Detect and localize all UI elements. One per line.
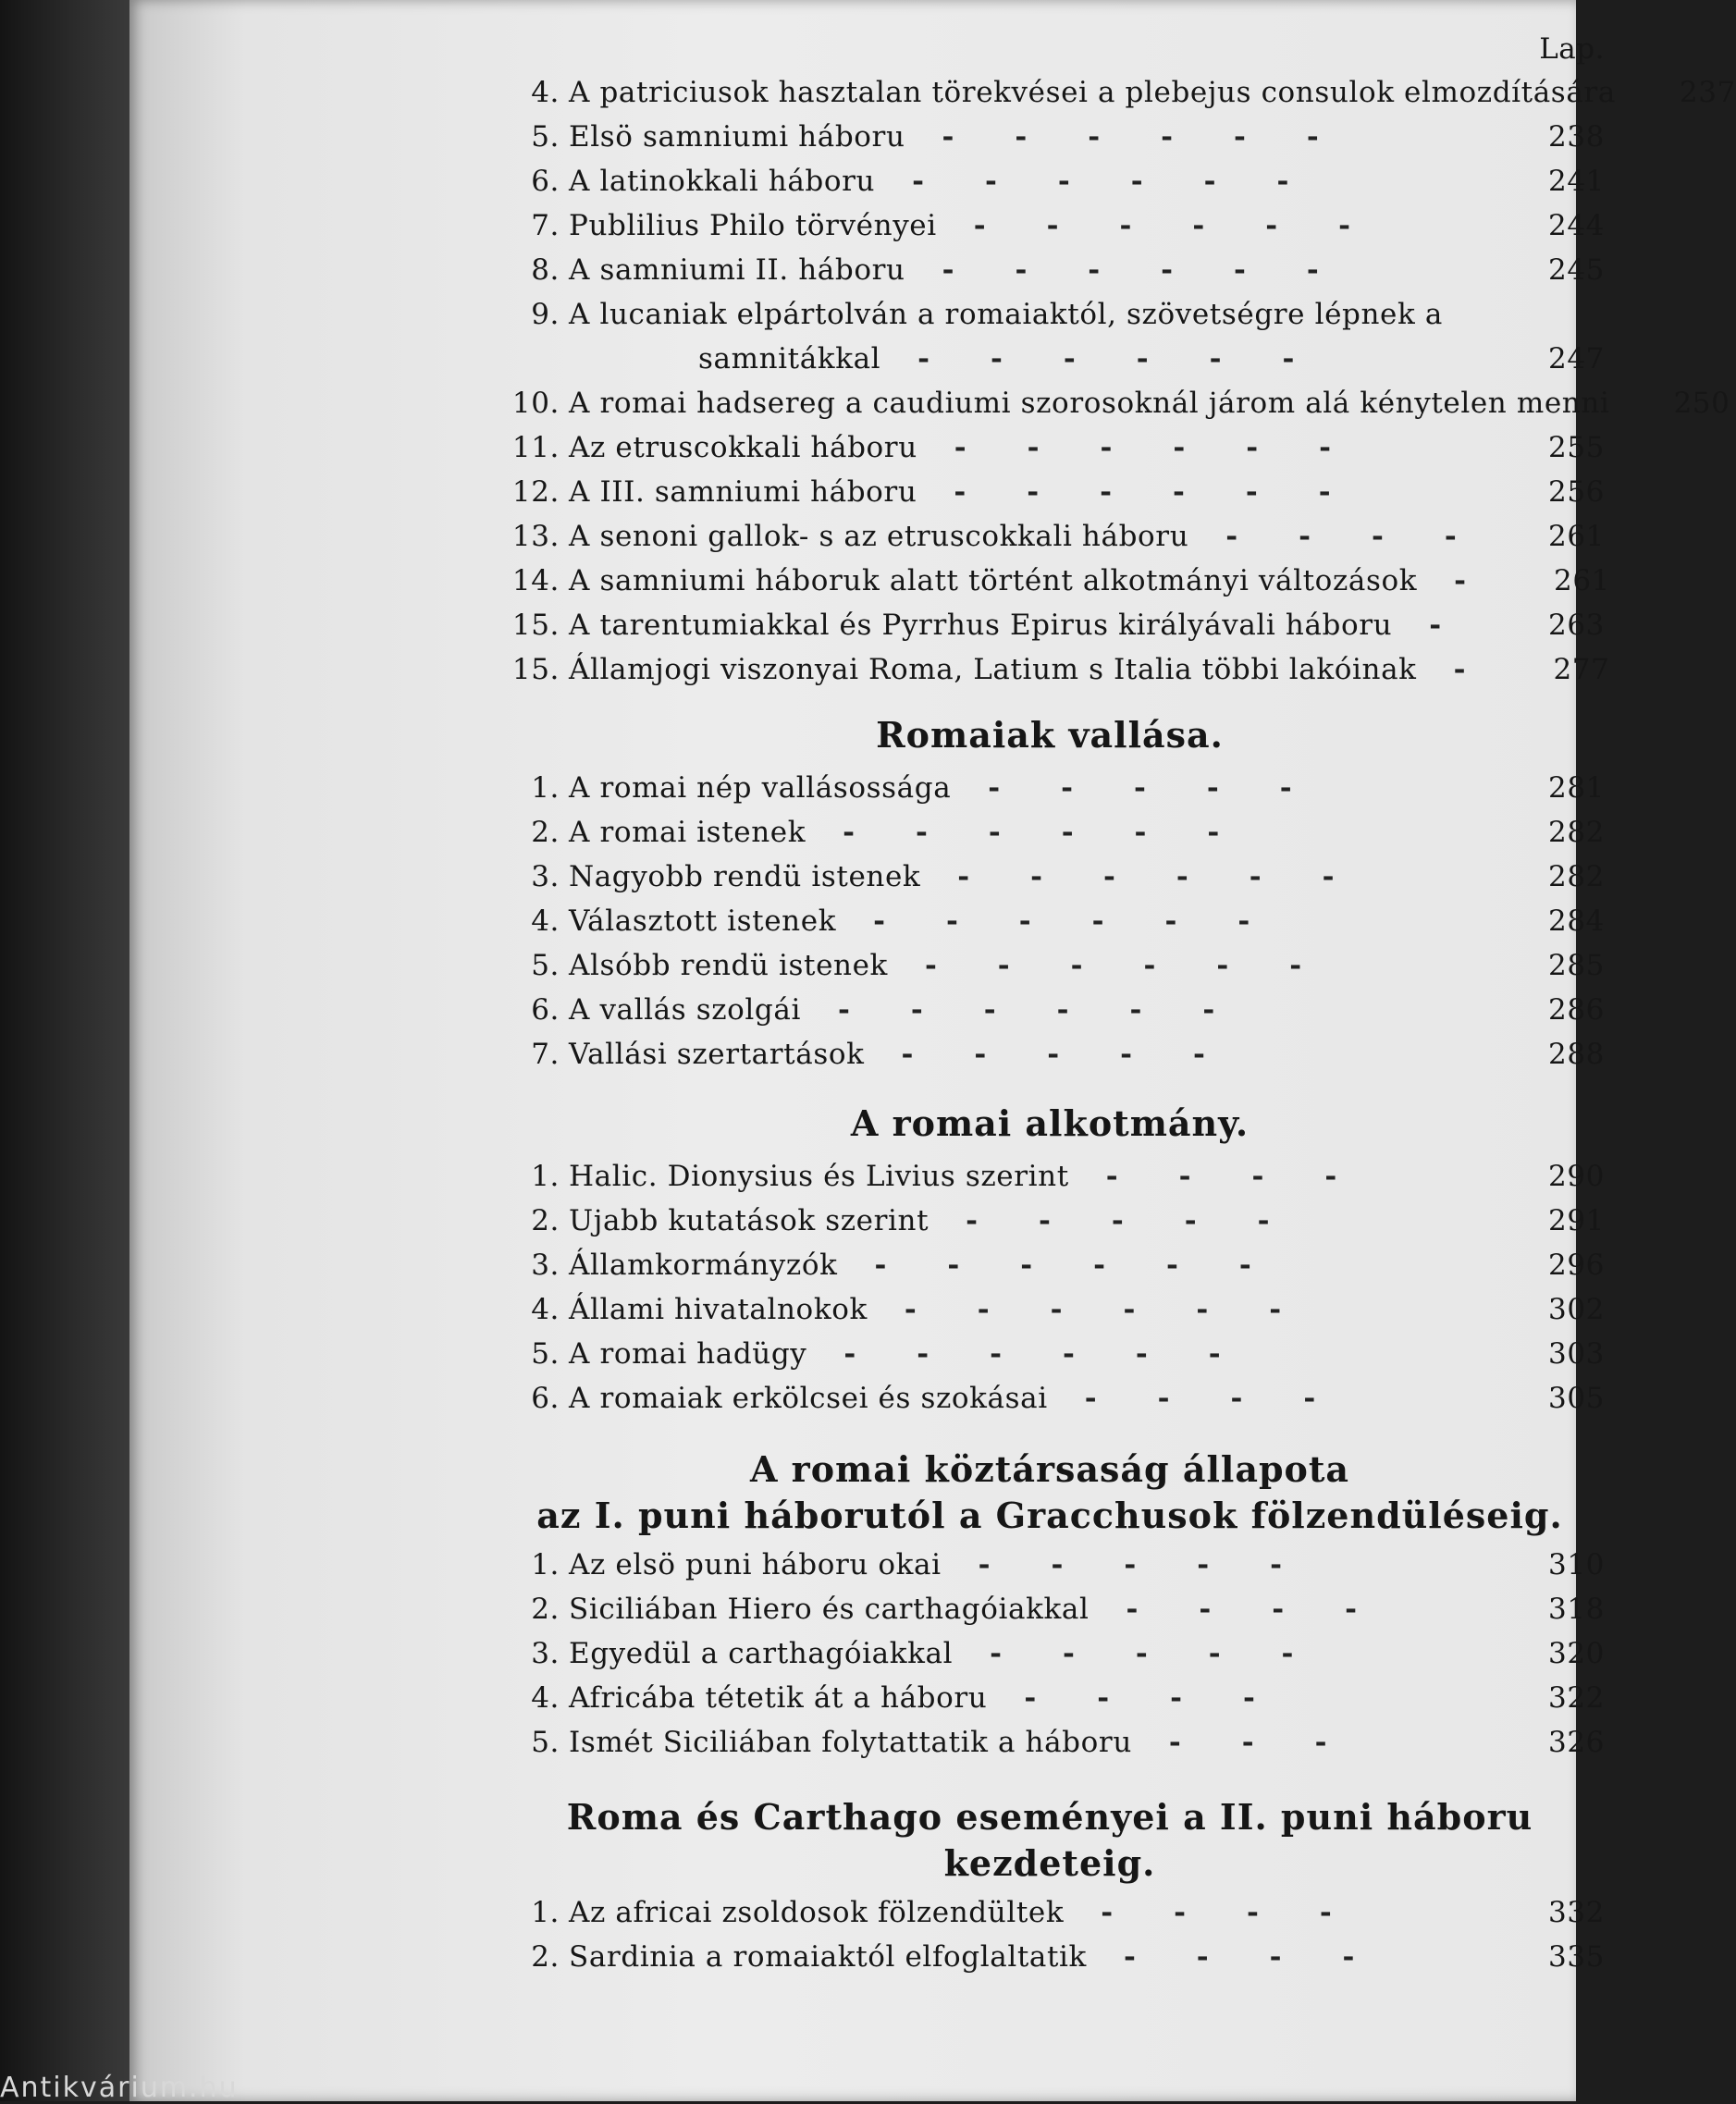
entry-page-number: 250 — [1673, 387, 1730, 420]
entry-leader: ---- — [1105, 1160, 1398, 1193]
entry-leader: ----- — [966, 1204, 1331, 1237]
entry-number: 7. — [531, 209, 560, 242]
toc-entry-continuation[interactable] — [495, 337, 1605, 381]
toc-entry[interactable] — [495, 470, 1605, 514]
toc-entry[interactable] — [495, 1587, 1605, 1631]
toc-section — [495, 1794, 1605, 1979]
entry-title: A III. samniumi háboru — [569, 475, 917, 509]
entry-page-number: 290 — [1548, 1160, 1605, 1193]
entry-leader: ---- — [1225, 520, 1518, 553]
toc-entry[interactable] — [495, 1631, 1605, 1676]
section-heading-line: Romaiak vallása. — [876, 714, 1224, 756]
entry-leader: ------ — [954, 475, 1392, 509]
section-heading-line: Roma és Carthago eseményei a II. puni háboru — [566, 1796, 1533, 1838]
entry-leader: ------ — [837, 993, 1276, 1027]
entry-number: 2. — [531, 1940, 560, 1974]
book-binding — [0, 0, 129, 2101]
entry-title: Nagyobb rendü istenek — [569, 860, 921, 893]
toc-entry[interactable] — [495, 115, 1605, 159]
entry-number: 6. — [531, 165, 560, 198]
toc-entry[interactable] — [495, 1154, 1605, 1199]
entry-leader: ------ — [904, 1293, 1343, 1326]
entry-page-number: 305 — [1548, 1382, 1605, 1415]
entry-number: 3. — [531, 1249, 560, 1282]
page-column-label: Lap. — [1539, 32, 1605, 66]
entry-page-number: 282 — [1548, 860, 1605, 893]
toc-entry[interactable] — [495, 603, 1605, 647]
entry-title: Államjogi viszonyai Roma, Latium s Italia többi lakóinak — [569, 653, 1417, 686]
entry-page-number: 256 — [1548, 475, 1605, 509]
section-heading — [495, 1446, 1605, 1539]
entry-leader: ------ — [942, 253, 1380, 287]
entry-leader: ------ — [843, 1337, 1282, 1371]
entry-number: 8. — [531, 253, 560, 287]
entry-number: 15. — [511, 653, 560, 686]
entry-title: Elsö samniumi háboru — [569, 120, 905, 154]
entry-leader: ------ — [917, 342, 1356, 375]
entry-title: Ismét Siciliában folytattatik a háboru — [569, 1726, 1132, 1759]
entry-page-number: 291 — [1548, 1204, 1605, 1237]
toc-entry[interactable] — [495, 988, 1605, 1032]
entry-page-number: 277 — [1553, 653, 1610, 686]
toc-entry[interactable] — [495, 514, 1605, 559]
toc-entry[interactable] — [495, 855, 1605, 899]
toc-entry[interactable] — [495, 1890, 1605, 1935]
toc-entry[interactable] — [495, 1243, 1605, 1287]
toc-entry[interactable] — [495, 810, 1605, 855]
entry-page-number: 318 — [1548, 1593, 1605, 1626]
entry-page-number: 281 — [1548, 771, 1605, 805]
entry-title: Választott istenek — [569, 904, 837, 938]
toc-entry[interactable] — [495, 381, 1730, 425]
section-heading-line: A romai köztársaság állapota — [749, 1448, 1350, 1490]
entry-page-number: 238 — [1548, 120, 1605, 154]
toc-entry[interactable] — [495, 425, 1605, 470]
toc-entry[interactable] — [495, 766, 1605, 810]
toc-section — [495, 1101, 1605, 1421]
entry-title: A romai hadügy — [569, 1337, 807, 1371]
entry-leader: ------ — [843, 816, 1281, 849]
book-page — [129, 0, 1736, 2101]
toc-entry[interactable] — [495, 1720, 1605, 1765]
toc-entry[interactable] — [495, 203, 1605, 248]
entry-title: Vallási szertartások — [569, 1038, 865, 1071]
toc-entry[interactable] — [495, 559, 1610, 603]
toc-entry[interactable] — [495, 899, 1605, 943]
entry-number: 9. — [531, 298, 560, 331]
entry-page-number: 288 — [1548, 1038, 1605, 1071]
entry-page-number: 302 — [1548, 1293, 1605, 1326]
toc-entry[interactable] — [495, 647, 1610, 692]
entry-number: 5. — [531, 949, 560, 982]
entry-title: Az africai zsoldosok fölzendültek — [569, 1896, 1065, 1929]
entry-title: A romai istenek — [569, 816, 806, 849]
entry-page-number: 247 — [1548, 342, 1605, 375]
table-of-contents — [495, 28, 1736, 1979]
entry-number: 6. — [531, 993, 560, 1027]
entry-title: A romaiak erkölcsei és szokásai — [569, 1382, 1048, 1415]
toc-section — [495, 712, 1605, 1077]
toc-entry[interactable] — [495, 943, 1605, 988]
toc-entry[interactable] — [495, 70, 1736, 115]
entry-title: Az etruscokkali háboru — [569, 431, 917, 464]
entry-page-number: 320 — [1548, 1637, 1605, 1670]
entry-leader: ---- — [1024, 1681, 1316, 1715]
entry-page-number: 303 — [1548, 1337, 1605, 1371]
entry-leader: ------ — [973, 209, 1411, 242]
entry-title: A patriciusok hasztalan törekvései a plebejus consulok elmozdítására — [569, 76, 1616, 109]
toc-entry[interactable] — [495, 159, 1605, 203]
entry-number: 1. — [531, 1160, 560, 1193]
entry-number: 1. — [531, 1896, 560, 1929]
entry-title: A samniumi háboruk alatt történt alkotmányi változások — [569, 564, 1418, 597]
entry-number: 12. — [511, 475, 560, 509]
entry-page-number: 255 — [1548, 431, 1605, 464]
entry-leader: ------ — [957, 860, 1396, 893]
entry-number: 4. — [531, 904, 560, 938]
entry-title: Állami hivatalnokok — [569, 1293, 868, 1326]
entry-page-number: 322 — [1548, 1681, 1605, 1715]
entry-title: Alsóbb rendü istenek — [569, 949, 888, 982]
section-heading-line: kezdeteig. — [943, 1842, 1156, 1884]
entry-page-number: 296 — [1548, 1249, 1605, 1282]
section-heading — [495, 1794, 1605, 1887]
entry-number: 1. — [531, 771, 560, 805]
entry-title: A senoni gallok- s az etruscokkali háboru — [569, 520, 1189, 553]
toc-entry[interactable] — [495, 292, 1605, 337]
entry-page-number: 263 — [1548, 609, 1605, 642]
entry-number: 4. — [531, 76, 560, 109]
entry-leader: - — [1453, 653, 1527, 686]
toc-entry[interactable] — [495, 248, 1605, 292]
entry-leader: ----- — [978, 1548, 1343, 1581]
entry-number: 2. — [531, 816, 560, 849]
section-heading-line: az I. puni háborutól a Gracchusok fölzendüléseig. — [536, 1495, 1563, 1536]
toc-entry[interactable] — [495, 1676, 1605, 1720]
entry-title: Sardinia a romaiaktól elfoglaltatik — [569, 1940, 1087, 1974]
section-heading — [495, 712, 1605, 758]
entry-title: Államkormányzók — [569, 1249, 838, 1282]
entry-title: A vallás szolgái — [569, 993, 801, 1027]
entry-leader: ----- — [901, 1038, 1266, 1071]
entry-leader: ---- — [1123, 1940, 1416, 1974]
toc-entry[interactable] — [495, 1332, 1605, 1376]
entry-title: A lucaniak elpártolván a romaiaktól, szövetségre lépnek a — [569, 298, 1443, 331]
entry-page-number: 261 — [1554, 564, 1610, 597]
entry-title-continued: samnitákkal — [698, 342, 881, 375]
entry-title: A romai nép vallásossága — [569, 771, 952, 805]
entry-page-number: 286 — [1548, 993, 1605, 1027]
toc-entry[interactable] — [495, 1199, 1605, 1243]
entry-leader: ---- — [1084, 1382, 1377, 1415]
entry-title: Halic. Dionysius és Livius szerint — [569, 1160, 1069, 1193]
section-heading-line: A romai alkotmány. — [850, 1102, 1250, 1144]
entry-number: 4. — [531, 1293, 560, 1326]
entry-leader: ------ — [924, 949, 1363, 982]
entry-page-number: 261 — [1548, 520, 1605, 553]
entry-page-number: 241 — [1548, 165, 1605, 198]
entry-leader: ---- — [1126, 1593, 1418, 1626]
entry-title: A tarentumiakkal és Pyrrhus Epirus királyávali háboru — [569, 609, 1393, 642]
entry-number: 4. — [531, 1681, 560, 1715]
entry-leader: ---- — [1101, 1896, 1393, 1929]
entry-leader: ----- — [990, 1637, 1355, 1670]
entry-page-number: 245 — [1548, 253, 1605, 287]
section-heading — [495, 1101, 1605, 1147]
entry-leader: --- — [1168, 1726, 1388, 1759]
entry-title: Az elsö puni háboru okai — [569, 1548, 942, 1581]
entry-number: 6. — [531, 1382, 560, 1415]
entry-number: 7. — [531, 1038, 560, 1071]
entry-title: A latinokkali háboru — [569, 165, 876, 198]
entry-number: 13. — [511, 520, 560, 553]
entry-leader: - — [1454, 564, 1527, 597]
entry-title: A samniumi II. háboru — [569, 253, 905, 287]
entry-leader: ------ — [942, 120, 1380, 154]
entry-number: 10. — [511, 387, 560, 420]
entry-number: 5. — [531, 1337, 560, 1371]
entry-number: 3. — [531, 860, 560, 893]
entry-number: 5. — [531, 1726, 560, 1759]
entry-leader: ------ — [912, 165, 1350, 198]
entry-page-number: 237 — [1679, 76, 1736, 109]
toc-entry[interactable] — [495, 1287, 1605, 1332]
entry-page-number: 332 — [1548, 1896, 1605, 1929]
toc-sections — [495, 70, 1736, 1979]
entry-number: 5. — [531, 120, 560, 154]
toc-entry[interactable] — [495, 1032, 1605, 1077]
entry-number: 2. — [531, 1204, 560, 1237]
toc-entry[interactable] — [495, 1376, 1605, 1421]
toc-entry[interactable] — [495, 1935, 1605, 1979]
watermark-text: Antikvárium.hu — [0, 2072, 239, 2104]
entry-page-number: 310 — [1548, 1548, 1605, 1581]
entry-page-number: 244 — [1548, 209, 1605, 242]
entry-leader: ------ — [954, 431, 1392, 464]
entry-page-number: 335 — [1548, 1940, 1605, 1974]
toc-section — [495, 1446, 1605, 1765]
entry-page-number: 285 — [1548, 949, 1605, 982]
entry-title: Egyedül a carthagóiakkal — [569, 1637, 954, 1670]
entry-title: Siciliában Hiero és carthagóiakkal — [569, 1593, 1090, 1626]
entry-title: Ujabb kutatások szerint — [569, 1204, 930, 1237]
entry-title: A romai hadsereg a caudiumi szorosoknál járom alá kénytelen menni — [569, 387, 1610, 420]
entry-leader: - — [1429, 609, 1503, 642]
entry-number: 11. — [511, 431, 560, 464]
entry-leader: ----- — [988, 771, 1353, 805]
entry-page-number: 282 — [1548, 816, 1605, 849]
entry-leader: ------ — [873, 904, 1311, 938]
entry-page-number: 284 — [1548, 904, 1605, 938]
toc-entry[interactable] — [495, 1543, 1605, 1587]
entry-page-number: 326 — [1548, 1726, 1605, 1759]
entry-leader: ------ — [874, 1249, 1312, 1282]
entry-number: 14. — [511, 564, 560, 597]
entry-number: 15. — [511, 609, 560, 642]
entry-title: Africába tétetik át a háboru — [569, 1681, 988, 1715]
entry-number: 2. — [531, 1593, 560, 1626]
toc-section — [495, 70, 1736, 692]
entry-number: 1. — [531, 1548, 560, 1581]
entry-title: Publilius Philo törvényei — [569, 209, 937, 242]
entry-number: 3. — [531, 1637, 560, 1670]
